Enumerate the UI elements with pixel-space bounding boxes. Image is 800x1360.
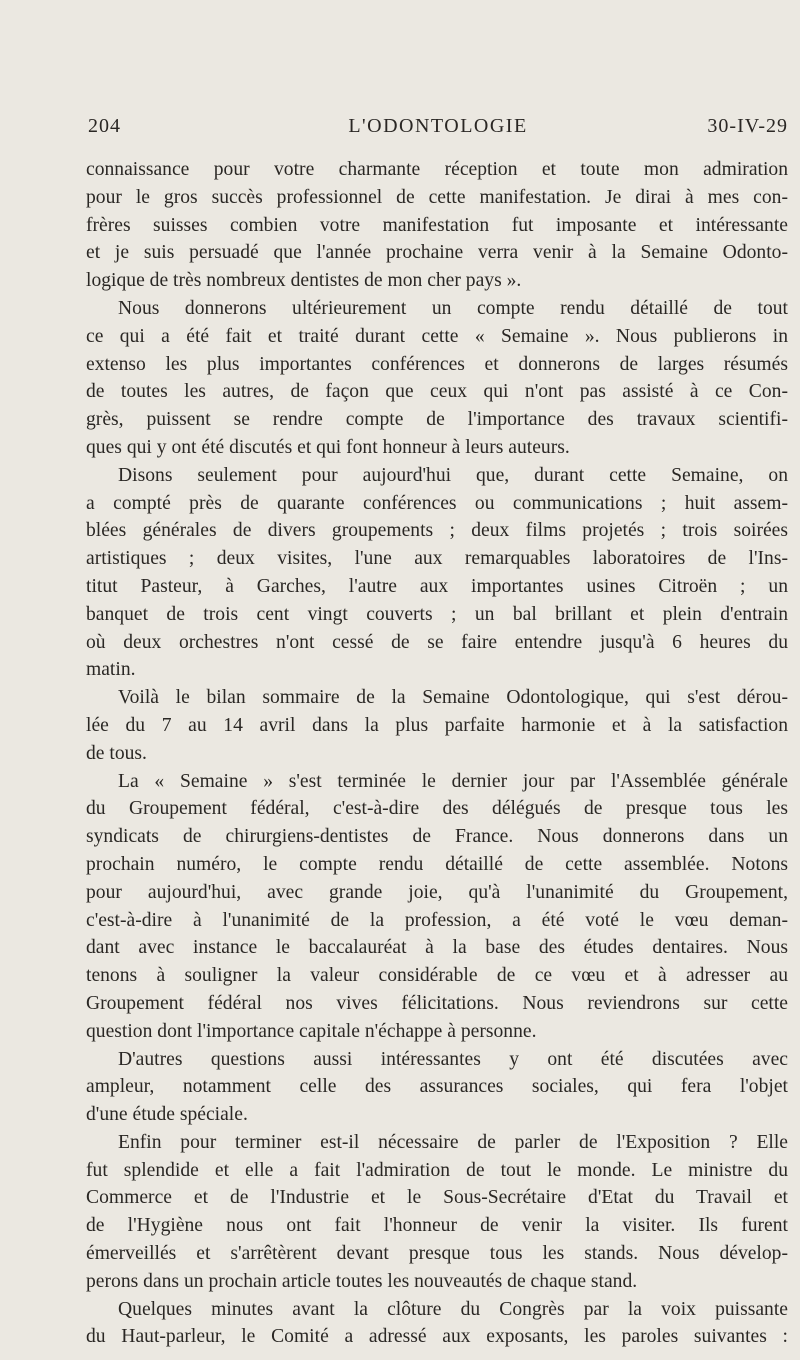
text-line: lée du 7 au 14 avril dans la plus parfaite harmonie et à la satisfaction — [86, 714, 788, 736]
text-line: ques qui y ont été discutés et qui font honneur à leurs auteurs. — [86, 436, 570, 458]
text-line: Disons seulement pour aujourd'hui que, durant cette Semaine, on — [118, 464, 788, 486]
text-line: de l'Hygiène nous ont fait l'honneur de venir la visiter. Ils furent — [86, 1215, 788, 1237]
text-line: extenso les plus importantes conférences et donnerons de larges résumés — [86, 353, 788, 375]
text-line: artistiques ; deux visites, l'une aux remarquables laboratoires de l'Ins- — [86, 548, 788, 570]
text-line: Enfin pour terminer est-il nécessaire de parler de l'Exposition ? Elle — [118, 1131, 788, 1153]
text-line: D'autres questions aussi intéressantes y ont été discutées avec — [118, 1048, 788, 1070]
text-line: d'une étude spéciale. — [86, 1104, 248, 1126]
journal-title: L'ODONTOLOGIE — [348, 115, 528, 137]
text-line: connaissance pour votre charmante réception et toute mon admiration — [86, 159, 788, 180]
text-line: Groupement fédéral nos vives félicitations. Nous reviendrons sur cette — [86, 992, 788, 1014]
text-line: Quelques minutes avant la clôture du Congrès par la voix puissante — [118, 1298, 788, 1320]
text-line: c'est-à-dire à l'unanimité de la profession, a été voté le vœu deman- — [86, 909, 788, 931]
text-line: frères suisses combien votre manifestation fut imposante et intéressante — [86, 214, 788, 236]
text-line: banquet de trois cent vingt couverts ; un bal brillant et plein d'entrain — [86, 603, 788, 625]
text-line: prochain numéro, le compte rendu détaillé de cette assemblée. Notons — [86, 853, 788, 875]
article-body — [86, 156, 788, 1351]
text-line: dant avec instance le baccalauréat à la base des études dentaires. Nous — [86, 937, 788, 959]
text-line: de tous. — [86, 742, 147, 764]
text-line: titut Pasteur, à Garches, l'autre aux importantes usines Citroën ; un — [86, 575, 788, 597]
text-line: Nous donnerons ultérieurement un compte rendu détaillé de tout — [118, 297, 788, 319]
text-line: où deux orchestres n'ont cessé de se faire entendre jusqu'à 6 heures du — [86, 631, 788, 653]
text-line: logique de très nombreux dentistes de mon cher pays ». — [86, 270, 522, 292]
page-number: 204 — [88, 115, 121, 137]
text-line: matin. — [86, 659, 136, 681]
text-line: question dont l'importance capitale n'échappe à personne. — [86, 1020, 537, 1042]
text-line: blées générales de divers groupements ; deux films projetés ; trois soirées — [86, 520, 788, 542]
text-line: du Groupement fédéral, c'est-à-dire des délégués de presque tous les — [86, 798, 788, 820]
text-line: de toutes les autres, de façon que ceux qui n'ont pas assisté à ce Con- — [86, 381, 788, 403]
text-line: syndicats de chirurgiens-dentistes de France. Nous donnerons dans un — [86, 826, 788, 848]
text-line: Commerce et de l'Industrie et le Sous-Secrétaire d'Etat du Travail et — [86, 1187, 788, 1209]
text-line: tenons à souligner la valeur considérable de ce vœu et à adresser au — [86, 965, 788, 987]
issue-date: 30-IV-29 — [707, 115, 788, 137]
text-line: du Haut-parleur, le Comité a adressé aux exposants, les paroles suivantes : — [86, 1326, 788, 1348]
page-header — [88, 115, 788, 145]
text-line: et je suis persuadé que l'année prochaine verra venir à la Semaine Odonto- — [86, 242, 788, 264]
text-line: perons dans un prochain article toutes les nouveautés de chaque stand. — [86, 1270, 638, 1292]
text-line: a compté près de quarante conférences ou communications ; huit assem- — [86, 492, 788, 514]
text-line: ce qui a été fait et traité durant cette « Semaine ». Nous publierons in — [86, 325, 788, 347]
text-line: pour le gros succès professionnel de cette manifestation. Je dirai à mes con- — [86, 186, 788, 208]
text-line: pour aujourd'hui, avec grande joie, qu'à l'unanimité du Groupement, — [86, 881, 788, 903]
text-line: émerveillés et s'arrêtèrent devant presque tous les stands. Nous dévelop- — [86, 1243, 788, 1265]
text-line: fut splendide et elle a fait l'admiration de tout le monde. Le ministre du — [86, 1159, 788, 1181]
text-line: ampleur, notamment celle des assurances sociales, qui fera l'objet — [86, 1076, 788, 1098]
text-line: grès, puissent se rendre compte de l'importance des travaux scientifi- — [86, 409, 788, 431]
text-line: La « Semaine » s'est terminée le dernier jour par l'Assemblée générale — [118, 770, 788, 792]
text-line: Voilà le bilan sommaire de la Semaine Odontologique, qui s'est dérou- — [118, 687, 788, 709]
